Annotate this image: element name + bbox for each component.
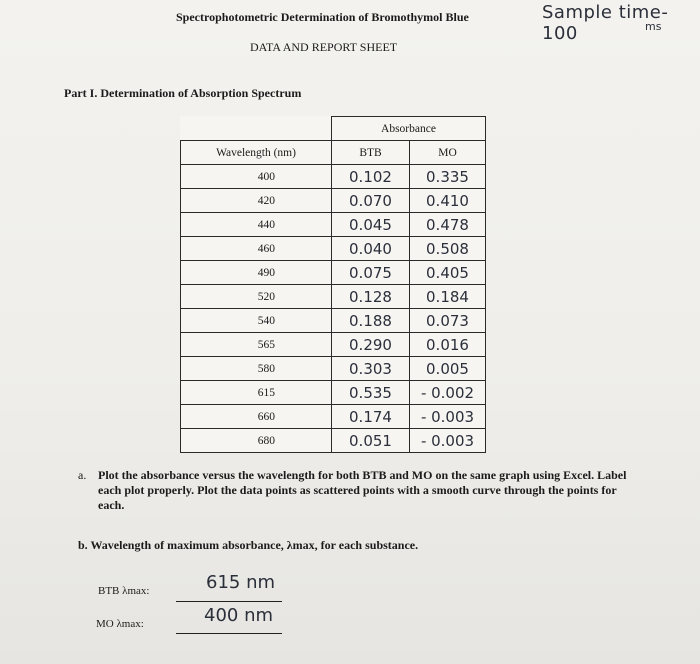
mo-column-header: MO xyxy=(410,141,486,165)
mo-absorbance-cell[interactable]: 0.184 xyxy=(410,285,486,309)
mo-answer-line xyxy=(176,632,282,634)
mo-absorbance-cell[interactable]: 0.508 xyxy=(410,237,486,261)
table-row xyxy=(181,429,486,453)
wavelength-cell: 420 xyxy=(181,189,332,213)
page-title: Spectrophotometric Determination of Bromothymol Blue xyxy=(176,10,469,24)
table-row xyxy=(181,213,486,237)
btb-lambda-answer[interactable]: 615 nm xyxy=(206,572,276,593)
wavelength-cell: 680 xyxy=(181,429,332,453)
table-row xyxy=(181,165,486,189)
section-heading: Part I. Determination of Absorption Spectrum xyxy=(64,86,302,100)
btb-absorbance-cell[interactable]: 0.128 xyxy=(332,285,410,309)
btb-absorbance-cell[interactable]: 0.040 xyxy=(332,237,410,261)
btb-absorbance-cell[interactable]: 0.045 xyxy=(332,213,410,237)
wavelength-cell: 440 xyxy=(181,213,332,237)
wavelength-cell: 580 xyxy=(181,357,332,381)
question-a-label: a. xyxy=(78,468,87,482)
wavelength-cell: 540 xyxy=(181,309,332,333)
btb-absorbance-cell[interactable]: 0.051 xyxy=(332,429,410,453)
mo-lambda-label: MO λmax: xyxy=(96,618,144,630)
sample-time-unit: ms xyxy=(645,20,662,33)
wavelength-cell: 400 xyxy=(181,165,332,189)
question-a xyxy=(78,468,648,513)
mo-absorbance-cell[interactable]: 0.016 xyxy=(410,333,486,357)
btb-absorbance-cell[interactable]: 0.535 xyxy=(332,381,410,405)
absorbance-group-header: Absorbance xyxy=(332,117,486,141)
btb-absorbance-cell[interactable]: 0.075 xyxy=(332,261,410,285)
btb-absorbance-cell[interactable]: 0.174 xyxy=(332,405,410,429)
wavelength-cell: 490 xyxy=(181,261,332,285)
absorbance-table xyxy=(180,116,486,453)
table-header-row-2 xyxy=(181,141,486,165)
wavelength-cell: 660 xyxy=(181,405,332,429)
table-row xyxy=(181,309,486,333)
btb-lambda-label: BTB λmax: xyxy=(98,585,150,597)
mo-absorbance-cell[interactable]: 0.410 xyxy=(410,189,486,213)
btb-absorbance-cell[interactable]: 0.290 xyxy=(332,333,410,357)
mo-absorbance-cell[interactable]: - 0.003 xyxy=(410,405,486,429)
page-subtitle: DATA AND REPORT SHEET xyxy=(250,40,398,54)
table-blank-cell xyxy=(181,117,332,141)
mo-absorbance-cell[interactable]: 0.073 xyxy=(410,309,486,333)
table-row xyxy=(181,285,486,309)
question-b: b. Wavelength of maximum absorbance, λmax, for each substance. xyxy=(78,538,419,552)
table-row xyxy=(181,381,486,405)
mo-absorbance-cell[interactable]: 0.335 xyxy=(410,165,486,189)
mo-absorbance-cell[interactable]: 0.405 xyxy=(410,261,486,285)
mo-absorbance-cell[interactable]: 0.478 xyxy=(410,213,486,237)
wavelength-cell: 520 xyxy=(181,285,332,309)
btb-absorbance-cell[interactable]: 0.070 xyxy=(332,189,410,213)
table-row xyxy=(181,189,486,213)
btb-absorbance-cell[interactable]: 0.102 xyxy=(332,165,410,189)
mo-lambda-answer[interactable]: 400 nm xyxy=(204,605,274,626)
table-row xyxy=(181,405,486,429)
question-a-text: Plot the absorbance versus the wavelength for both BTB and MO on the same graph using Excel. Label each plot properly. Plot the data points as scattered points with a smooth curve through the points for each. xyxy=(98,468,627,512)
mo-absorbance-cell[interactable]: - 0.003 xyxy=(410,429,486,453)
table-row xyxy=(181,357,486,381)
mo-absorbance-cell[interactable]: - 0.002 xyxy=(410,381,486,405)
btb-absorbance-cell[interactable]: 0.303 xyxy=(332,357,410,381)
table-row xyxy=(181,333,486,357)
table-header-row-1 xyxy=(181,117,486,141)
wavelength-cell: 615 xyxy=(181,381,332,405)
btb-column-header: BTB xyxy=(332,141,410,165)
table-row xyxy=(181,261,486,285)
btb-answer-line xyxy=(176,600,282,602)
wavelength-column-header: Wavelength (nm) xyxy=(181,141,332,165)
btb-absorbance-cell[interactable]: 0.188 xyxy=(332,309,410,333)
wavelength-cell: 460 xyxy=(181,237,332,261)
table-row xyxy=(181,237,486,261)
wavelength-cell: 565 xyxy=(181,333,332,357)
mo-absorbance-cell[interactable]: 0.005 xyxy=(410,357,486,381)
sample-time-note: Sample time- 100 xyxy=(542,2,669,44)
